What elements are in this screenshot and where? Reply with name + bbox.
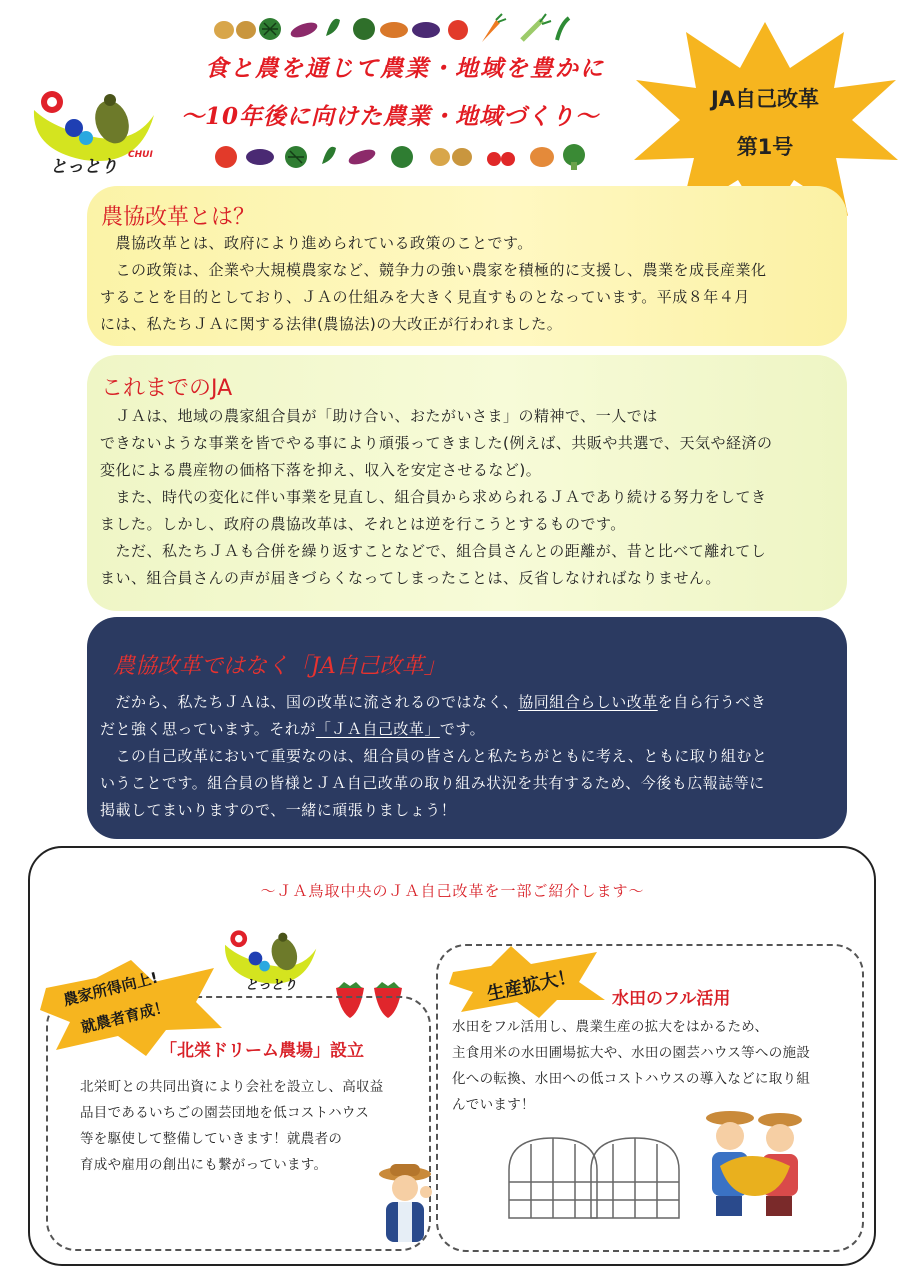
section2-line: ＪＡは、地域の農家組合員が「助け合い、おたがいさま」の精神で、一人では (100, 407, 658, 425)
left-project-line: 育成や雇用の創出にも繋がっています。 (80, 1157, 328, 1173)
right-project-line: 水田をフル活用し、農業生産の拡大をはかるため、 (452, 1019, 769, 1035)
section3-underlined-text: 「ＪＡ自己改革」 (315, 720, 440, 738)
header-title-line2: 〜10年後に向けた農業・地域づくり〜 (180, 103, 599, 130)
section3-text: だと強く思っています。それが (100, 720, 316, 738)
small-logo-text: とっとり (245, 978, 297, 993)
section2-line: また、時代の変化に伴い事業を見直し、組合員から求められるＪＡであり続ける努力をしてき (100, 488, 767, 506)
section3-body (100, 689, 767, 824)
farmers-with-rice-illustration (700, 1104, 812, 1220)
section1-heading: 農協改革とは？ (101, 205, 256, 230)
section1-body (100, 230, 767, 338)
right-project-line: んでいます！ (452, 1097, 535, 1113)
section2-line: ました。しかし、政府の農協改革は、それとは逆を行こうとするものです。 (100, 515, 626, 533)
vegetable-row-bottom (212, 140, 592, 172)
burst-left-line1: 農家所得向上! (61, 968, 160, 1010)
burst-right-label: 生産拡大！ (485, 965, 578, 1006)
badge-title: JA自己改革 (710, 87, 820, 111)
left-project-line: 北栄町との共同出資により会社を設立し、高収益 (80, 1079, 384, 1095)
section3-line (100, 689, 767, 716)
right-project-body (452, 1014, 810, 1118)
left-project-title: 「北栄ドリーム農場」設立 (160, 1041, 364, 1061)
badge-issue-number: 第1号 (736, 135, 794, 159)
logo-text: とっとり (50, 157, 118, 177)
left-project-line: 等を駆使して整備していきます！就農者の (80, 1131, 343, 1147)
section2-line: まい、組合員さんの声が届きづらくなってしまったことは、反省しなければなりません。 (100, 569, 721, 587)
section2-body (100, 403, 773, 592)
section3-line: いうことです。組合員の皆様とＪＡ自己改革の取り組み状況を共有するため、今後も広報誌等に (100, 774, 765, 792)
introduction-heading: 〜ＪＡ鳥取中央のＪＡ自己改革を一部ご紹介します〜 (260, 882, 645, 900)
right-project-title: 水田のフル活用 (612, 989, 731, 1009)
section-what-is-reform (87, 186, 847, 346)
section3-line: 掲載してまいりますので、一緒に頑張りましょう！ (100, 801, 457, 819)
section1-line: することを目的としており、ＪＡの仕組みを大きく見直すものとなっています。平成８年４月 (100, 288, 750, 306)
left-project-line: 品目であるいちごの園芸団地を低コストハウス (80, 1105, 370, 1121)
section3-underlined-text: 協同組合らしい改革 (518, 693, 658, 711)
vegetables-illustration-2 (212, 140, 592, 172)
section2-line: ただ、私たちＪＡも合併を繰り返すことなどで、組合員さんとの距離が、昔と比べて離れてし (100, 542, 767, 560)
burst-left-line2: 就農者育成！ (79, 997, 171, 1037)
vegetables-illustration (212, 12, 572, 44)
section3-line (100, 716, 767, 743)
tottori-chui-logo (28, 80, 178, 180)
section-self-reform (87, 617, 847, 839)
right-project-line: 化への転換、水田への低コストハウスの導入などに取り組 (452, 1071, 811, 1087)
right-project-line: 主食用米の水田圃場拡大や、水田の園芸ハウス等への施設 (452, 1045, 811, 1061)
left-project-body (80, 1074, 384, 1178)
logo-subtext: CHUI (128, 150, 153, 160)
section-ja-until-now (87, 355, 847, 611)
section3-text: だから、私たちＪＡは、国の改革に流されるのではなく、 (100, 693, 519, 711)
header-title-line1: 食と農を通じて農業・地域を豊かに (205, 55, 605, 82)
section2-heading: これまでのJA (101, 376, 233, 401)
greenhouse-illustration (505, 1130, 685, 1222)
section3-heading: 農協改革ではなく「JA自己改革」 (113, 654, 446, 679)
section1-line: には、私たちＪＡに関する法律(農協法)の大改正が行われました。 (100, 315, 563, 333)
section3-text: を自ら行うべき (657, 693, 767, 711)
section3-line: この自己改革において重要なのは、組合員の皆さんと私たちがともに考え、ともに取り組むと (100, 747, 768, 765)
section1-line: 農協改革とは、政府により進められている政策のことです。 (100, 234, 533, 252)
section2-line: できないような事業を皆でやる事により頑張ってきました(例えば、共販や共選で、天気や経済の (100, 434, 773, 452)
farmer-illustration (372, 1160, 438, 1248)
section2-line: 変化による農産物の価格下落を抑え、収入を安定させるなど)。 (100, 461, 542, 479)
section3-text: です。 (439, 720, 486, 738)
section1-line: この政策は、企業や大規模農家など、競争力の強い農家を積極的に支援し、農業を成長産業化 (100, 261, 767, 279)
vegetable-row-top (212, 12, 572, 44)
